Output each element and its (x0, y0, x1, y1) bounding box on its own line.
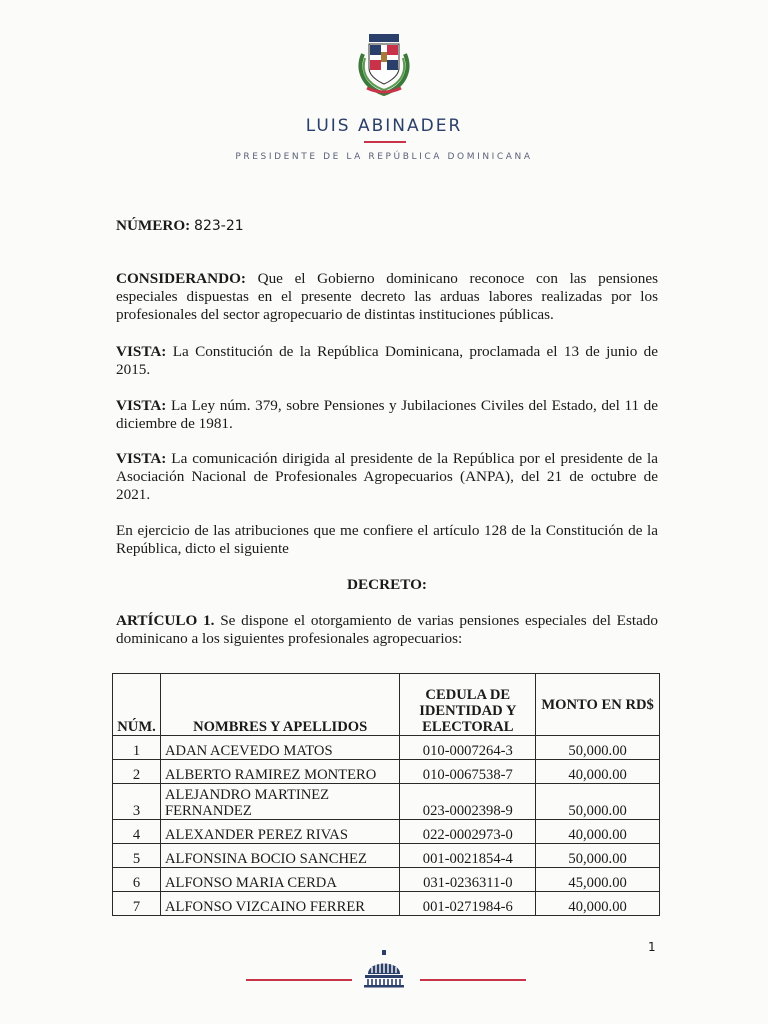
decreto-heading: DECRETO: (347, 576, 427, 593)
vista-paragraph-3 (116, 450, 658, 504)
row-cedula: 001-0271984-6 (400, 892, 536, 916)
header-monto: MONTO EN RD$ (536, 674, 660, 736)
row-monto: 50,000.00 (536, 844, 660, 868)
decree-number-label: NÚMERO: (116, 217, 191, 234)
row-cedula: 023-0002398-9 (400, 784, 536, 820)
considerando-label: CONSIDERANDO: (116, 270, 246, 287)
table-row (113, 820, 660, 844)
table-row (113, 760, 660, 784)
decree-number-value: 823-21 (194, 218, 244, 234)
articulo-1-paragraph (116, 612, 658, 648)
row-monto: 40,000.00 (536, 820, 660, 844)
header-num: NÚM. (113, 674, 161, 736)
header-cedula: CEDULA DE IDENTIDAD Y ELECTORAL (400, 674, 536, 736)
letterhead-name: LUIS ABINADER (305, 116, 463, 136)
row-monto: 40,000.00 (536, 892, 660, 916)
articulo-text: Se dispone el otorgamiento de varias pensiones especiales del Estado dominicano a los siguientes profesionales agropecuarios: (116, 612, 658, 647)
row-cedula: 022-0002973-0 (400, 820, 536, 844)
pensions-table (112, 673, 660, 916)
row-name: ALEXANDER PEREZ RIVAS (160, 820, 399, 844)
row-monto: 50,000.00 (536, 736, 660, 760)
coat-of-arms-seal (355, 28, 413, 98)
ejercicio-paragraph: En ejercicio de las atribuciones que me confiere el artículo 128 de la Constitución de la República, dicto el siguiente (116, 522, 658, 557)
table-row (113, 844, 660, 868)
row-cedula: 031-0236311-0 (400, 868, 536, 892)
vista-paragraph-2 (116, 397, 658, 433)
vista-text: La Constitución de la República Dominicana, proclamada el 13 de junio de 2015. (116, 343, 658, 378)
row-cedula: 010-0067538-7 (400, 760, 536, 784)
row-num: 7 (113, 892, 161, 916)
row-name: ALBERTO RAMIREZ MONTERO (160, 760, 399, 784)
row-name: ADAN ACEVEDO MATOS (160, 736, 399, 760)
letterhead-title: PRESIDENTE DE LA REPÚBLICA DOMINICANA (235, 152, 533, 162)
table-row (113, 736, 660, 760)
row-cedula: 010-0007264-3 (400, 736, 536, 760)
row-num: 6 (113, 868, 161, 892)
table-row (113, 784, 660, 820)
row-name: ALFONSO VIZCAINO FERRER (160, 892, 399, 916)
row-monto: 50,000.00 (536, 784, 660, 820)
row-monto: 40,000.00 (536, 760, 660, 784)
vista-paragraph-1 (116, 343, 658, 379)
row-cedula: 001-0021854-4 (400, 844, 536, 868)
decree-number (116, 217, 658, 235)
row-num: 1 (113, 736, 161, 760)
letterhead-divider (364, 141, 406, 143)
footer-rule-left (246, 979, 352, 981)
considerando-paragraph (116, 270, 658, 324)
palace-dome-icon (363, 950, 405, 988)
row-monto: 45,000.00 (536, 868, 660, 892)
table-row (113, 868, 660, 892)
row-num: 5 (113, 844, 161, 868)
row-num: 3 (113, 784, 161, 820)
row-num: 4 (113, 820, 161, 844)
vista-label: VISTA: (116, 450, 167, 467)
footer-rule-right (420, 979, 526, 981)
header-names: NOMBRES Y APELLIDOS (160, 674, 399, 736)
table-row (113, 892, 660, 916)
vista-text: La comunicación dirigida al presidente de la República por el presidente de la Asociación Nacional de Profesionales Agropecuarios (ANPA), del 21 de octubre de 2021. (116, 450, 659, 503)
vista-label: VISTA: (116, 343, 167, 360)
page-number: 1 (648, 940, 656, 954)
row-name: ALFONSINA BOCIO SANCHEZ (160, 844, 399, 868)
row-name: ALEJANDRO MARTINEZ FERNANDEZ (160, 784, 399, 820)
vista-label: VISTA: (116, 397, 167, 414)
articulo-label: ARTÍCULO 1. (116, 612, 215, 629)
row-num: 2 (113, 760, 161, 784)
row-name: ALFONSO MARIA CERDA (160, 868, 399, 892)
vista-text: La Ley núm. 379, sobre Pensiones y Jubilaciones Civiles del Estado, del 11 de diciembre de 1981. (116, 397, 658, 432)
considerando-text: Que el Gobierno dominicano reconoce con las pensiones especiales dispuestas en el presente decreto las arduas labores realizadas por los profesionales del sector agropecuario de distintas instituciones públicas. (116, 270, 659, 323)
table-header-row (113, 674, 660, 736)
